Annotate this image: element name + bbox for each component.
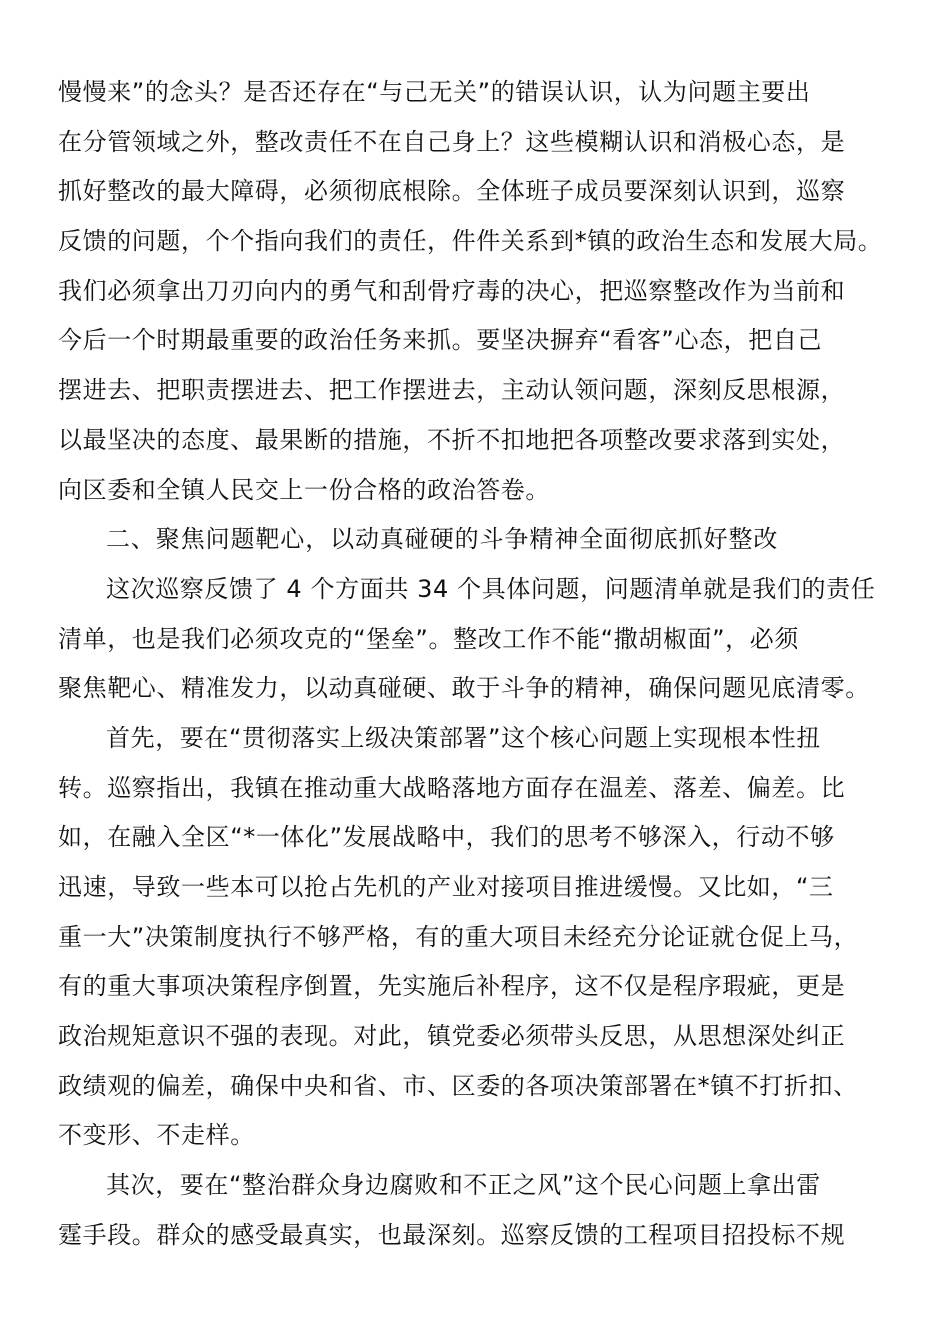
document-page xyxy=(58,68,894,1261)
text-line: 这次巡察反馈了 4 个方面共 34 个具体问题，问题清单就是我们的责任 xyxy=(106,574,876,603)
text-line: 摆进去、把职责摆进去、把工作摆进去，主动认领问题，深刻反思根源， xyxy=(58,376,846,405)
text-line: 我们必须拿出刀刃向内的勇气和刮骨疗毒的决心，把巡察整改作为当前和 xyxy=(58,276,846,305)
text-line: 反馈的问题，个个指向我们的责任，件件关系到*镇的政治生态和发展大局。 xyxy=(58,227,883,256)
text-line: 政绩观的偏差，确保中央和省、市、区委的各项决策部署在*镇不打折扣、 xyxy=(58,1071,858,1100)
text-line: 向区委和全镇人民交上一份合格的政治答卷。 xyxy=(58,475,550,504)
text-line: 以最坚决的态度、最果断的措施，不折不扣地把各项整改要求落到实处， xyxy=(58,425,846,454)
text-line: 抓好整改的最大障碍，必须彻底根除。全体班子成员要深刻认识到，巡察 xyxy=(58,177,846,206)
text-line: 今后一个时期最重要的政治任务来抓。要坚决摒弃“看客”心态，把自己 xyxy=(58,326,823,355)
text-line: 重一大”决策制度执行不够严格，有的重大项目未经充分论证就仓促上马， xyxy=(58,922,859,951)
text-line: 在分管领域之外，整改责任不在自己身上？这些模糊认识和消极心态，是 xyxy=(58,127,846,156)
text-line: 有的重大事项决策程序倒置，先实施后补程序，这不仅是程序瑕疵，更是 xyxy=(58,972,846,1001)
text-line: 不变形、不走样。 xyxy=(58,1121,255,1150)
text-line: 霆手段。群众的感受最真实，也最深刻。巡察反馈的工程项目招投标不规 xyxy=(58,1220,846,1249)
text-line: 清单，也是我们必须攻克的“堡垒”。整改工作不能“撒胡椒面”，必须 xyxy=(58,624,799,653)
text-line: 如，在融入全区“*一体化”发展战略中，我们的思考不够深入，行动不够 xyxy=(58,823,835,852)
text-line: 聚焦靶心、精准发力，以动真碰硬、敢于斗争的精神，确保问题见底清零。 xyxy=(58,674,870,703)
section-heading: 二、聚焦问题靶心，以动真碰硬的斗争精神全面彻底抓好整改 xyxy=(106,525,779,554)
text-line: 慢慢来”的念头？是否还存在“与己无关”的错误认识，认为问题主要出 xyxy=(58,78,811,106)
text-line: 首先，要在“贯彻落实上级决策部署”这个核心问题上实现根本性扭 xyxy=(106,723,821,752)
text-line: 政治规矩意识不强的表现。对此，镇党委必须带头反思，从思想深处纠正 xyxy=(58,1022,846,1051)
text-line: 其次，要在“整治群众身边腐败和不正之风”这个民心问题上拿出雷 xyxy=(106,1171,821,1200)
text-line: 迅速，导致一些本可以抢占先机的产业对接项目推进缓慢。又比如，“三 xyxy=(58,873,834,901)
text-line: 转。巡察指出，我镇在推动重大战略落地方面存在温差、落差、偏差。比 xyxy=(58,773,846,802)
